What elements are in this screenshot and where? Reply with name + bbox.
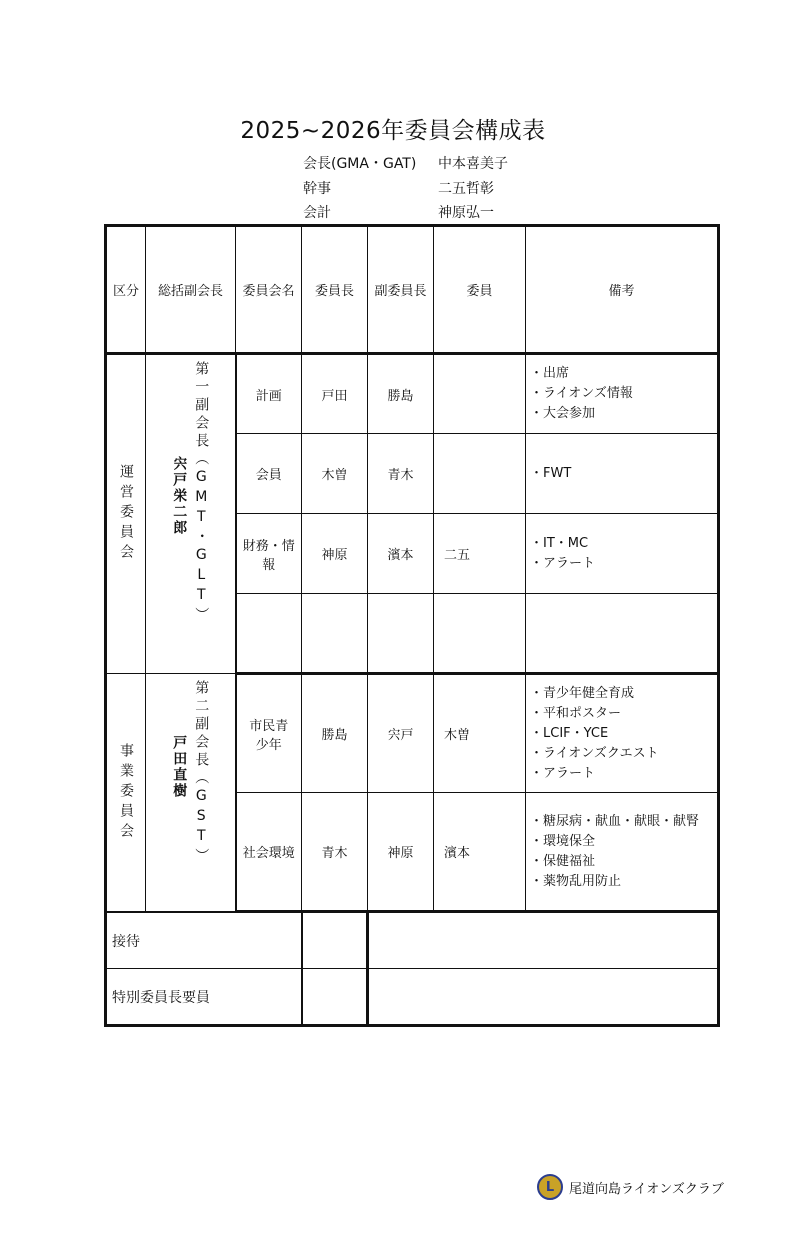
- remark-item: ・LCIF・YCE: [530, 725, 609, 741]
- category-business: [106, 674, 146, 912]
- extra-roles-table: [104, 912, 720, 1027]
- extra-role-label: 特別委員長要員: [106, 969, 302, 1026]
- officers-list: [303, 152, 508, 226]
- member-name: [434, 594, 526, 674]
- remarks-cell: [526, 354, 719, 434]
- footer: [537, 1174, 724, 1200]
- member-name: [434, 434, 526, 514]
- remarks-cell: [526, 434, 719, 514]
- vice-chair-name: 宍戸: [368, 674, 434, 793]
- category-operations: [106, 354, 146, 674]
- remarks-cell: [526, 514, 719, 594]
- table-header-row: [106, 226, 719, 354]
- remark-item: ・ライオンズクエスト: [530, 745, 659, 761]
- lions-logo-icon: L: [537, 1174, 563, 1200]
- chair-name: 戸田: [302, 354, 368, 434]
- header-committee: 委員会名: [236, 226, 302, 354]
- header-vice-chair: 副委員長: [368, 226, 434, 354]
- vice-president-business: [146, 674, 236, 912]
- extra-role-cell: [302, 969, 368, 1026]
- remarks-cell: [526, 674, 719, 793]
- extra-role-cell: [368, 969, 719, 1026]
- chair-name: 勝島: [302, 674, 368, 793]
- chair-name: [302, 594, 368, 674]
- member-name: 二五: [434, 514, 526, 594]
- table-row: [106, 674, 719, 793]
- vice-chair-name: 神原: [368, 793, 434, 912]
- remark-item: ・薬物乱用防止: [530, 873, 622, 889]
- remarks-cell: [526, 594, 719, 674]
- officer-row-president: [303, 152, 508, 177]
- extra-role-cell: [368, 913, 719, 969]
- member-name: [434, 354, 526, 434]
- remark-item: ・保健福祉: [530, 853, 596, 869]
- remark-item: ・FWT: [530, 465, 572, 481]
- header-vice-president: 総括副会長: [146, 226, 236, 354]
- chair-name: 青木: [302, 793, 368, 912]
- header-category: 区分: [106, 226, 146, 354]
- remark-item: ・アラート: [530, 765, 596, 781]
- chair-name: 木曽: [302, 434, 368, 514]
- officer-row-treasurer: [303, 201, 508, 226]
- committee-name: 市民青少年: [236, 674, 302, 793]
- vp-title: 第一副会長（GMT・GLT）: [193, 361, 210, 625]
- club-name: 尾道向島ライオンズクラブ: [569, 1181, 724, 1197]
- category-label: 事業委員会: [118, 742, 134, 843]
- header-remarks: 備考: [526, 226, 719, 354]
- committee-name: 会員: [236, 434, 302, 514]
- vice-chair-name: 勝島: [368, 354, 434, 434]
- remark-item: ・出席: [530, 366, 570, 381]
- vice-president-operations: [146, 354, 236, 674]
- vp-name: 戸田直樹: [171, 735, 188, 799]
- officer-role: 会計: [303, 205, 331, 221]
- remark-item: ・青少年健全育成: [530, 685, 635, 701]
- vp-name: 宍戸栄二郎: [171, 456, 188, 536]
- committee-name: 財務・情報: [236, 514, 302, 594]
- officer-role: 幹事: [303, 180, 331, 197]
- extra-role-label: 接待: [106, 913, 302, 969]
- remark-item: ・環境保全: [530, 833, 596, 849]
- vp-title: 第二副会長（GST）: [193, 680, 210, 866]
- committee-name: 計画: [236, 354, 302, 434]
- category-label: 運営委員会: [118, 464, 134, 564]
- remark-item: ・平和ポスター: [530, 705, 622, 721]
- header-member: 委員: [434, 226, 526, 354]
- vice-chair-name: 青木: [368, 434, 434, 514]
- extra-role-cell: [302, 913, 368, 969]
- page-title: 2025~2026年委員会構成表: [240, 118, 546, 144]
- remark-item: ・糖尿病・献血・献眼・献腎: [530, 813, 700, 829]
- header-chair: 委員長: [302, 226, 368, 354]
- remark-item: ・ライオンズ情報: [530, 386, 633, 401]
- remark-item: ・IT・MC: [530, 535, 589, 551]
- officer-name: 神原弘一: [438, 205, 494, 221]
- table-row: [106, 354, 719, 434]
- vice-chair-name: 濱本: [368, 514, 434, 594]
- remark-item: ・大会参加: [530, 406, 596, 421]
- table-row: [106, 969, 719, 1026]
- officer-name: 中本喜美子: [438, 156, 508, 172]
- member-name: 濱本: [434, 793, 526, 912]
- committee-table: [104, 224, 720, 913]
- vice-chair-name: [368, 594, 434, 674]
- chair-name: 神原: [302, 514, 368, 594]
- officer-row-secretary: [303, 177, 508, 202]
- remark-item: ・アラート: [530, 555, 596, 571]
- officer-role: 会長(GMA・GAT): [303, 156, 417, 172]
- officer-name: 二五哲彰: [438, 180, 494, 197]
- committee-name: 社会環境: [236, 793, 302, 912]
- remarks-cell: [526, 793, 719, 912]
- table-row: [106, 913, 719, 969]
- committee-name: [236, 594, 302, 674]
- member-name: 木曽: [434, 674, 526, 793]
